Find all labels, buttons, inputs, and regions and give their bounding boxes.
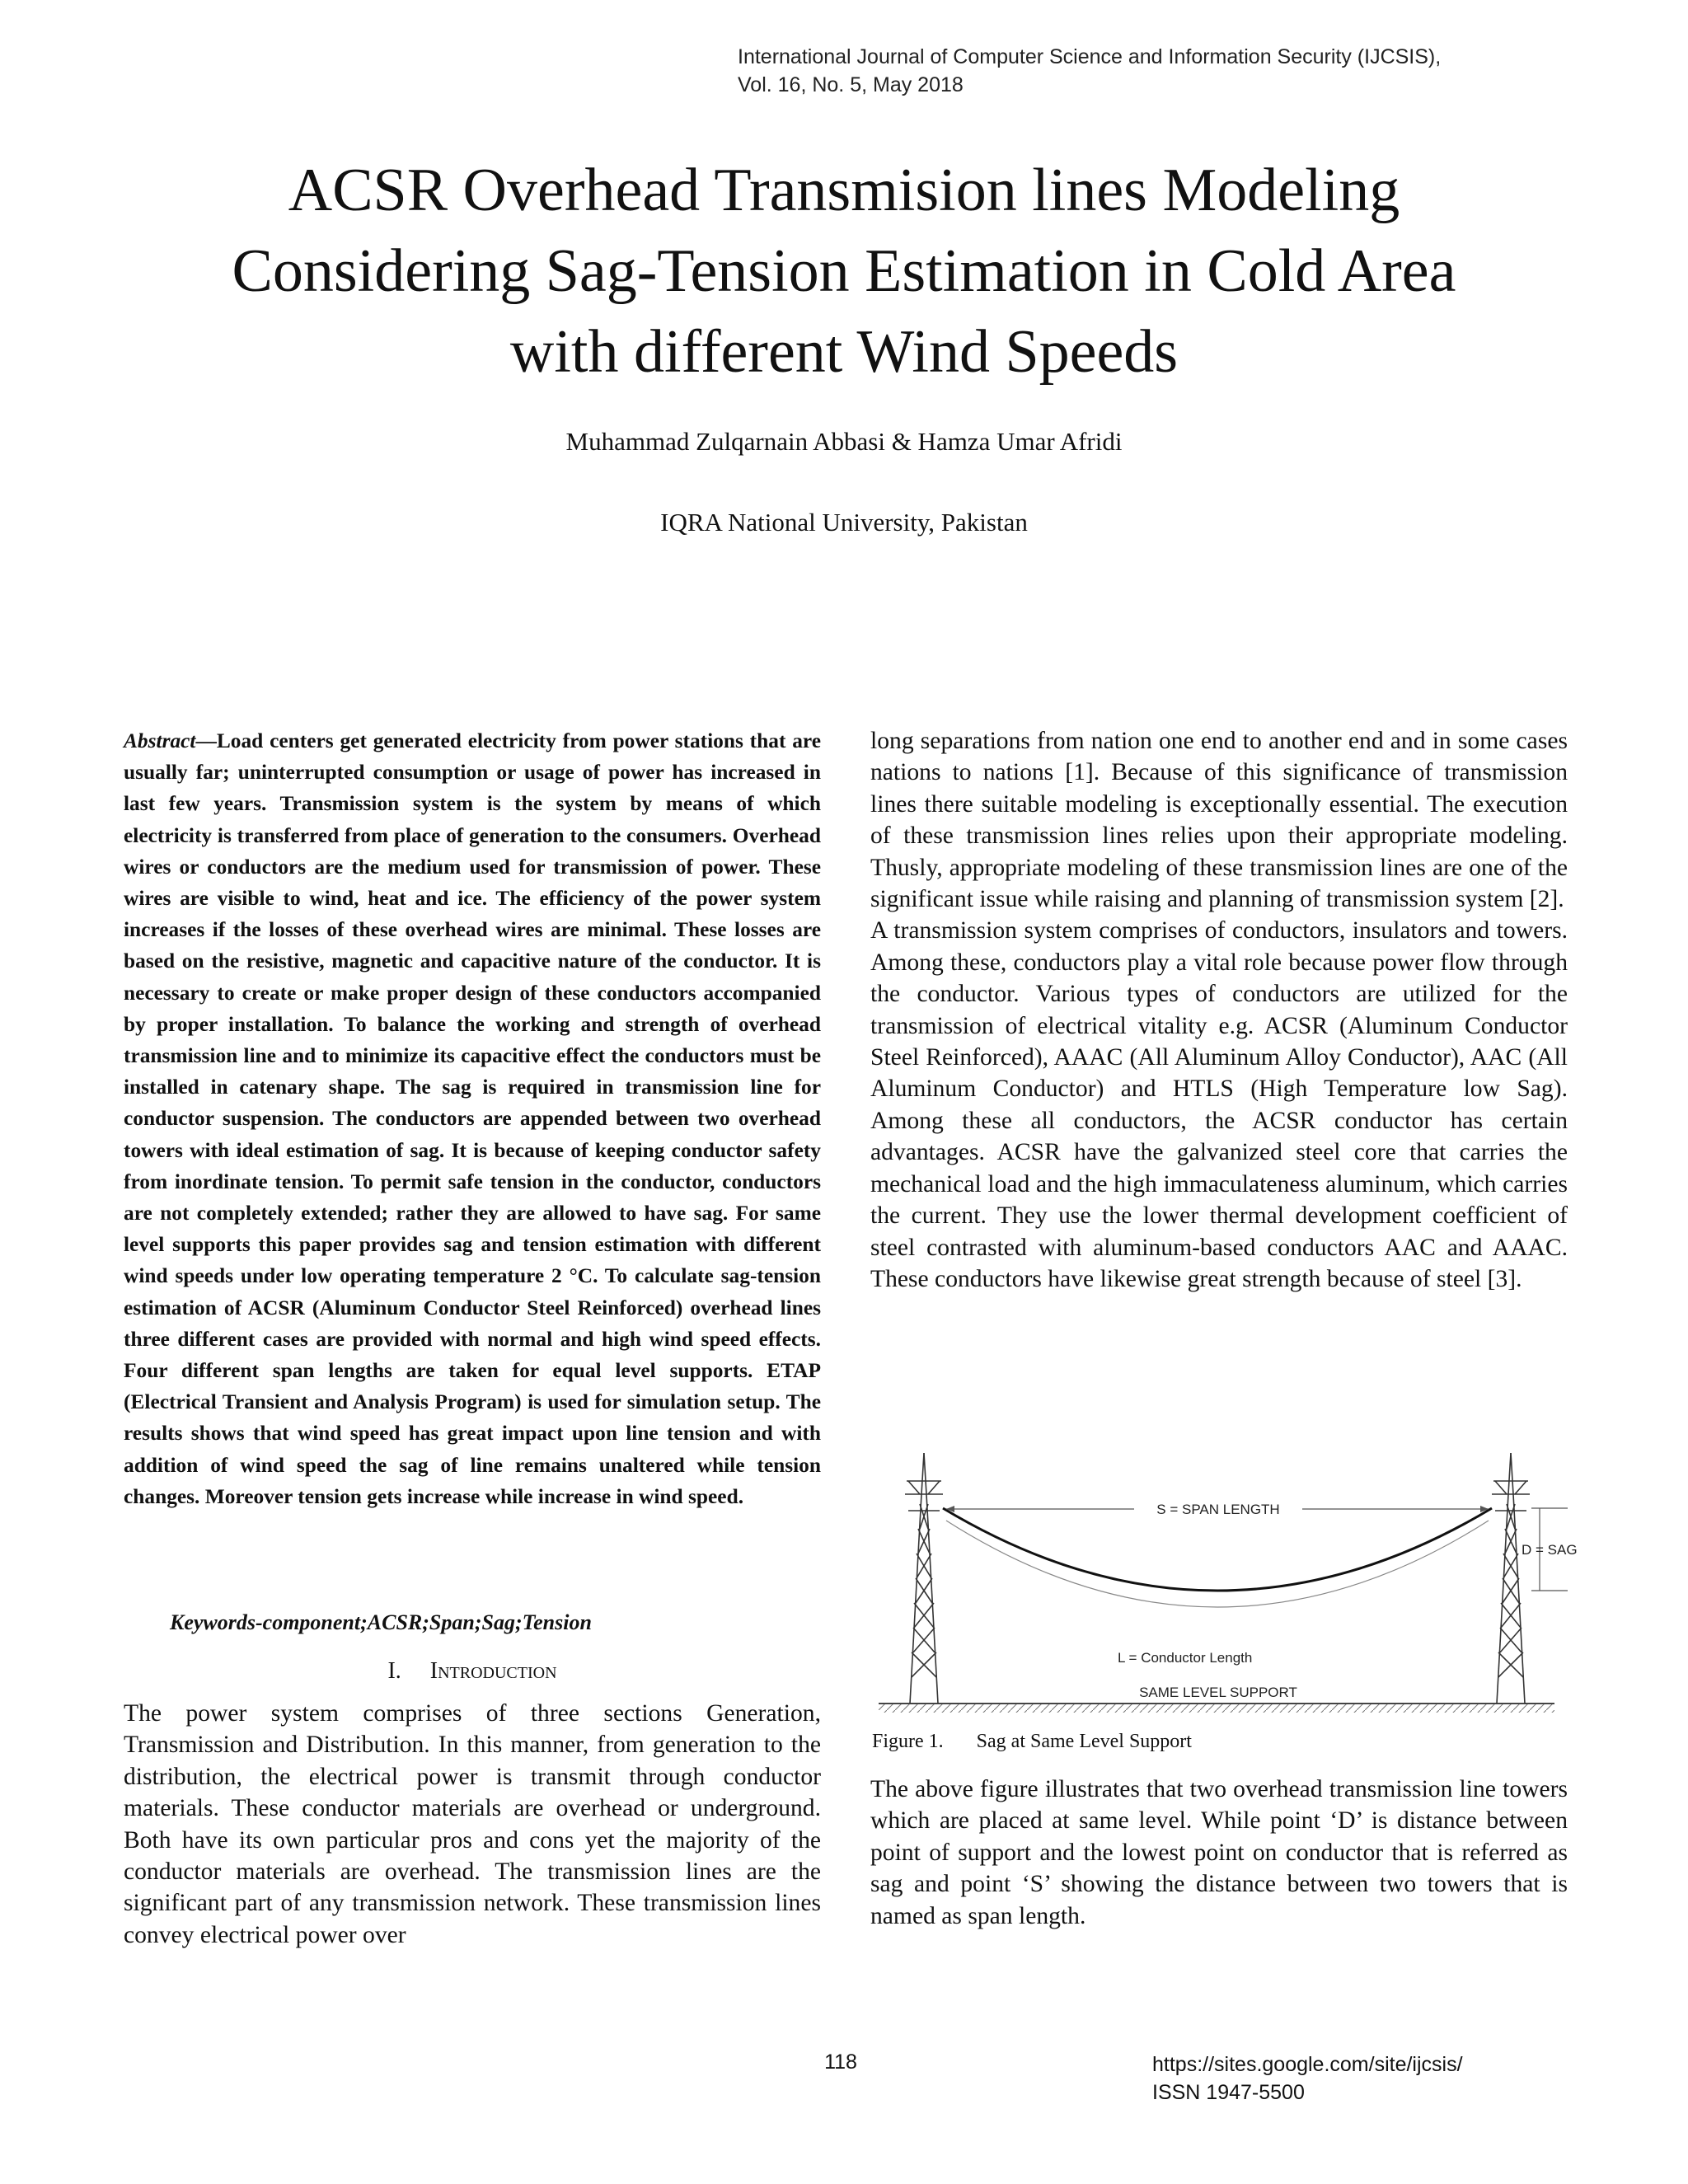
ground — [879, 1704, 1554, 1713]
left-column — [124, 725, 821, 1948]
span-length-label: S = SPAN LENGTH — [1156, 1502, 1280, 1517]
journal-name: International Journal of Computer Science and Information Security (IJCSIS), — [738, 45, 1442, 68]
figure-caption — [872, 1731, 1569, 1753]
right-column — [870, 725, 1578, 1929]
section-heading-introduction — [124, 1658, 821, 1685]
figure-number: Figure 1. — [872, 1731, 944, 1752]
title-line-2: Considering Sag-Tension Estimation in Cold Area — [232, 237, 1456, 305]
paper-title — [99, 150, 1589, 392]
same-level-support-label: SAME LEVEL SUPPORT — [1139, 1685, 1297, 1700]
abstract — [124, 725, 821, 1512]
keywords: Keywords-component;ACSR;Span;Sag;Tension — [170, 1610, 592, 1634]
journal-volume: Vol. 16, No. 5, May 2018 — [738, 73, 964, 96]
figure-sag-diagram — [870, 1430, 1578, 1735]
sag-diagram-svg — [870, 1430, 1578, 1735]
sag-label: D = SAG — [1522, 1542, 1578, 1558]
issn: ISSN 1947-5500 — [1152, 2081, 1305, 2104]
conductor-curve — [943, 1508, 1492, 1591]
abstract-label: Abstract — [124, 729, 196, 752]
footer-site — [1152, 2050, 1647, 2107]
title-line-3: with different Wind Speeds — [509, 318, 1179, 386]
section-title: Introduction — [429, 1658, 557, 1684]
figure-description-paragraph: The above figure illustrates that two overhead transmission line towers which are placed at same level. While point ‘D’ is distance between point of support and the lowest point on conductor that is referred as sag and point ‘S’ showing the distance between two towers that is named as span length. — [870, 1776, 1568, 1929]
paragraph-1: long separations from nation one end to another end and in some cases nations to nations [1]. Because of this significance of transmission lines there suitable modeling is exceptionally essential. The execution of these transmission lines relies upon their appropriate modeling. Thusly, appropriate modeling of these transmission lines are one of the significant issue while raising and planning of transmission system [2]. — [870, 728, 1568, 913]
journal-url[interactable]: https://sites.google.com/site/ijcsis/ — [1152, 2053, 1463, 2076]
right-tower — [1492, 1453, 1530, 1704]
paragraph-2: A transmission system comprises of conductors, insulators and towers. Among these, conductors play a vital role because power flow through the conductor. Various types of conductors are utilized for the transmission of electrical vitality e.g. ACSR (Aluminum Conductor Steel Reinforced), AAAC (All Aluminum Alloy Conductor), AAC (All Aluminum Conductor) and HTLS (High Temperature low Sag). Among these all conductors, the ACSR conductor has certain advantages. ACSR have the galvanized steel core that carries the mechanical load and the high immaculateness aluminum, which carries the current. They use the lower thermal development coefficient of steel contrasted with aluminum-based conductors AAC and AAAC. These conductors have likewise great strength because of steel [3]. — [870, 917, 1568, 1292]
title-line-1: ACSR Overhead Transmision lines Modeling — [288, 157, 1400, 224]
figure-caption-text: Sag at Same Level Support — [976, 1731, 1192, 1752]
intro-paragraph: The power system comprises of three sections Generation, Transmission and Distribution. In this manner, from generation to the distribution, the electrical power is transmit through conductor materials. These conductor materials are overhead or underground. Both have its own particular pros and cons yet the majority of the conductor materials are overhead. The transmission lines are the significant part of any transmission network. These transmission lines convey electrical power over — [124, 1700, 821, 1948]
page-number: 118 — [824, 2050, 857, 2074]
journal-header — [738, 43, 1611, 99]
conductor-length-label: L = Conductor Length — [1118, 1650, 1253, 1666]
section-number: I. — [387, 1658, 401, 1684]
abstract-dash: — — [195, 729, 217, 752]
conductor-length-arc — [946, 1521, 1489, 1607]
affiliation: IQRA National University, Pakistan — [660, 508, 1028, 537]
abstract-text: Load centers get generated electricity from power stations that are usually far; uninterrupted consumption or usage of power has increased in last few years. Transmission system is the system by means of which electricity is transferred from place of generation to the consumers. Overhead wires or conductors are the medium used for transmission of power. These wires are visible to wind, heat and ice. The efficiency of the power system increases if the losses of these overhead wires are minimal. These losses are based on the resistive, magnetic and capacitive nature of the conductor. It is necessary to create or make proper design of these conductors accompanied by proper installation. To balance the working and strength of overhead transmission line and to minimize its capacitive effect the conductors must be installed in catenary shape. The sag is required in transmission line for conductor suspension. The conductors are appended between two overhead towers with ideal estimation of sag. It is because of keeping conductor safety from inordinate tension. To permit safe tension in the conductor, conductors are not completely extended; rather they are allowed to have sag. For same level supports this paper provides sag and tension estimation with different wind speeds under low operating temperature 2 °C. To calculate sag-tension estimation of ACSR (Aluminum Conductor Steel Reinforced) overhead lines three different cases are provided with normal and high wind speed effects. Four different span lengths are taken for equal level supports. ETAP (Electrical Transient and Analysis Program) is used for simulation setup. The results shows that wind speed has great impact upon line tension and with addition of wind speed the sag of line remains unaltered while tension changes. Moreover tension gets increase while increase in wind speed. — [124, 729, 821, 1508]
authors: Muhammad Zulqarnain Abbasi & Hamza Umar Afridi — [565, 427, 1123, 456]
left-tower — [905, 1453, 943, 1704]
